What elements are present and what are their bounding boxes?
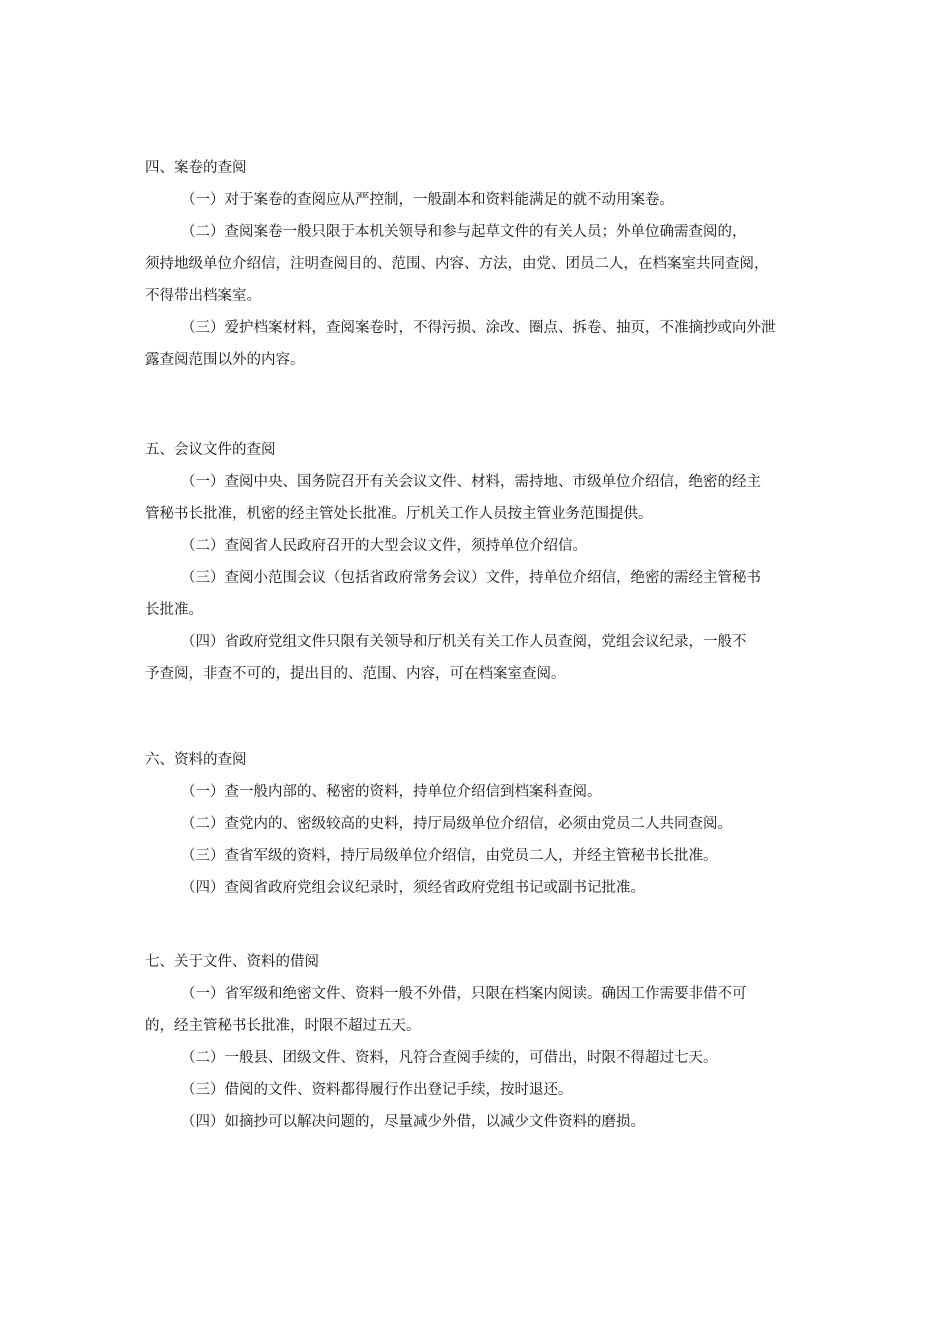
section-heading: 四、案卷的查阅: [145, 160, 247, 176]
section-7-borrowing: [145, 946, 815, 1138]
paragraph-line: （一）查一般内部的、秘密的资料，持单位介绍信到档案科查阅。: [181, 784, 602, 800]
paragraph-line: （二）查阅案卷一般只限于本机关领导和参与起草文件的有关人员；外单位确需查阅的，: [181, 224, 747, 240]
paragraph-line: （三）查阅小范围会议（包括省政府常务会议）文件，持单位介绍信，绝密的需经主管秘书: [181, 570, 761, 586]
paragraph-line: （三）查省军级的资料，持厅局级单位介绍信，由党员二人，并经主管秘书长批准。: [181, 848, 718, 864]
paragraph-line: （四）省政府党组文件只限有关领导和厅机关有关工作人员查阅，党组会议纪录，一般不: [181, 634, 747, 650]
section-4-archive-access: [145, 152, 815, 376]
paragraph-line: （三）借阅的文件、资料都得履行作出登记手续，按时退还。: [181, 1082, 573, 1098]
paragraph-line: 不得带出档案室。: [145, 288, 261, 304]
paragraph-line: 长批准。: [145, 602, 203, 618]
paragraph-line: （三）爱护档案材料，查阅案卷时，不得污损、涂改、圈点、拆卷、抽页，不准摘抄或向外泄: [181, 320, 776, 336]
paragraph-line: （一）对于案卷的查阅应从严控制，一般副本和资料能满足的就不动用案卷。: [181, 192, 674, 208]
section-6-materials-access: [145, 744, 815, 904]
section-heading: 五、会议文件的查阅: [145, 442, 276, 458]
paragraph-line: 管秘书长批准，机密的经主管处长批准。厅机关工作人员按主管业务范围提供。: [145, 506, 653, 522]
paragraph-line: （一）查阅中央、国务院召开有关会议文件、材料，需持地、市级单位介绍信，绝密的经主: [181, 474, 761, 490]
paragraph-line: 的，经主管秘书长批准，时限不超过五天。: [145, 1018, 421, 1034]
paragraph-line: 须持地级单位介绍信，注明查阅目的、范围、内容、方法，由党、团员二人，在档案室共同查阅，: [145, 256, 769, 272]
paragraph-line: 露查阅范围以外的内容。: [145, 352, 305, 368]
paragraph-line: 予查阅，非查不可的，提出目的、范围、内容，可在档案室查阅。: [145, 666, 566, 682]
paragraph-line: （二）查阅省人民政府召开的大型会议文件，须持单位介绍信。: [181, 538, 587, 554]
paragraph-line: （二）查党内的、密级较高的史料，持厅局级单位介绍信，必须由党员二人共同查阅。: [181, 816, 732, 832]
section-5-meeting-docs: [145, 434, 815, 690]
section-heading: 六、资料的查阅: [145, 752, 247, 768]
paragraph-line: （四）查阅省政府党组会议纪录时，须经省政府党组书记或副书记批准。: [181, 880, 645, 896]
paragraph-line: （二）一般县、团级文件、资料，凡符合查阅手续的，可借出，时限不得超过七天。: [181, 1050, 718, 1066]
section-heading: 七、关于文件、资料的借阅: [145, 954, 319, 970]
paragraph-line: （四）如摘抄可以解决问题的，尽量减少外借，以减少文件资料的磨损。: [181, 1114, 645, 1130]
paragraph-line: （一）省军级和绝密文件、资料一般不外借，只限在档案内阅读。确因工作需要非借不可: [181, 986, 747, 1002]
